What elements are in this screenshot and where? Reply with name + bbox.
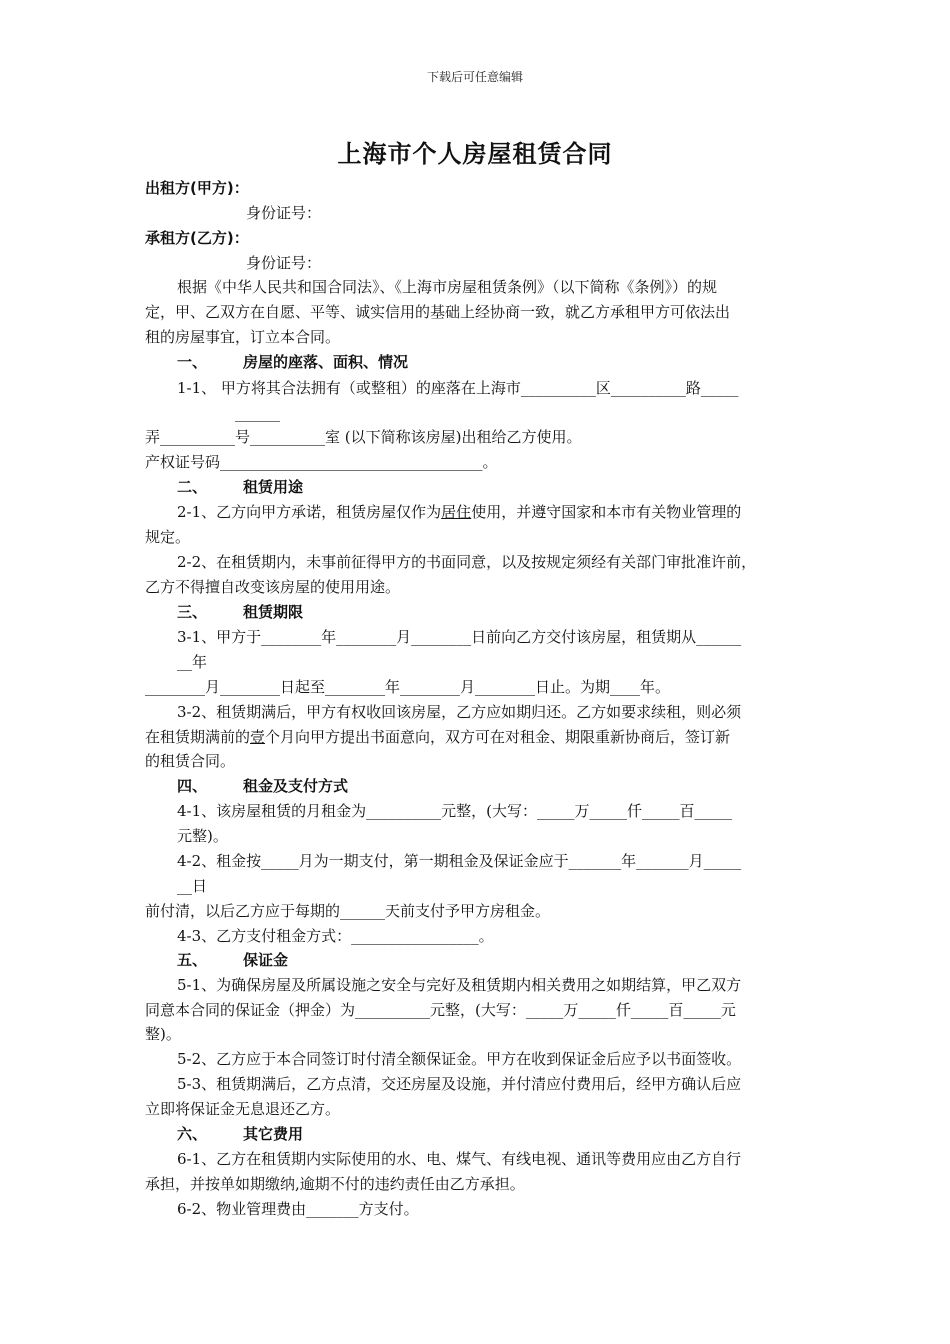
section-number: 二、 [177,478,208,496]
clause-5-3: 5-3、租赁期满后，乙方点清，交还房屋及设施，并付清应付费用后，经甲方确认后应 [177,1075,742,1093]
clause-4-3: 4-3、乙方支付租金方式：_________________。 [177,927,494,945]
intro-line-3: 租的房屋事宜，订立本合同。 [145,328,341,346]
section-title: 保证金 [243,951,289,969]
underlined-term: 居住 [441,503,472,521]
clause-5-1: 5-1、为确保房屋及所属设施之安全与完好及租赁期内相关费用之如期结算，甲乙双方 [177,976,742,994]
section-number: 五、 [177,951,208,969]
clause-3-2-cont [145,727,815,747]
clause-5-2: 5-2、乙方应于本合同签订时付清全额保证金。甲方在收到保证金后应予以书面签收。 [177,1050,742,1068]
clause-2-1 [177,502,847,522]
section-number: 一、 [177,353,208,371]
property-cert-number: 产权证号码___________________________________。 [145,453,498,471]
section-title: 其它费用 [243,1125,304,1143]
clause-4-1-cont: 元整)。 [177,827,228,845]
clause-4-2-cont: __日 [177,877,208,895]
clause-5-3-cont: 立即将保证金无息退还乙方。 [145,1100,341,1118]
section-number: 六、 [177,1125,208,1143]
clause-6-1-cont: 承担，并按单如期缴纳,逾期不付的违约责任由乙方承担。 [145,1175,525,1193]
section-number: 四、 [177,777,208,795]
clause-3-2: 3-2、租赁期满后，甲方有权收回该房屋，乙方应如期归还。乙方如要求续租，则必须 [177,703,742,721]
section-title: 租金及支付方式 [243,777,349,795]
clause-text: 使用，并遵守国家和本市有关物业管理的 [471,503,742,521]
clause-text: 个月向甲方提出书面意向，双方可在对租金、期限重新协商后，签订新 [265,728,731,746]
underlined-term: 壹 [250,728,266,746]
party-b-id: 身份证号： [246,254,322,272]
clause-2-2: 2-2、在租赁期内，未事前征得甲方的书面同意，以及按规定须经有关部门审批准许前， [177,553,757,571]
clause-4-2: 4-2、租金按_____月为一期支付，第一期租金及保证金应于_______年_______月_____ [177,852,742,870]
clause-1-1: 1-1、 甲方将其合法拥有（或整租）的座落在上海市__________区__________路_____ [177,379,739,397]
clause-text: 在租赁期满前的 [145,728,251,746]
clause-2-1-cont: 规定。 [145,528,191,546]
clause-3-1-line-2: ________月________日起至________年________月________日止。为期____年。 [145,678,671,696]
clause-4-1: 4-1、该房屋租赁的月租金为__________元整，(大写：_____万_____仟_____百_____ [177,802,733,820]
clause-1-1-cont: ______ [235,404,280,422]
document-title: 上海市个人房屋租赁合同 [337,140,613,168]
section-title: 租赁期限 [243,603,304,621]
section-title: 房屋的座落、面积、情况 [243,353,409,371]
clause-3-2-line-3: 的租赁合同。 [145,752,236,770]
section-6-heading [177,1124,847,1144]
section-number: 三、 [177,603,208,621]
section-3-heading [177,602,847,622]
header-note: 下载后可任意编辑 [426,70,523,84]
clause-3-1: 3-1、甲方于________年________月________日前向乙方交付该房屋，租赁期从______ [177,628,742,646]
clause-6-1: 6-1、乙方在租赁期内实际使用的水、电、煤气、有线电视、通讯等费用应由乙方自行 [177,1150,742,1168]
intro-line-1: 根据《中华人民共和国合同法》、《上海市房屋租赁条例》（以下简称《条例》）的规 [177,278,718,296]
section-5-heading [177,950,847,970]
section-2-heading [177,477,847,497]
clause-3-1-cont: __年 [177,653,208,671]
clause-1-1-line-2: 弄__________号__________室 (以下简称该房屋)出租给乙方使用。 [145,428,582,446]
clause-2-2-cont: 乙方不得擅自改变该房屋的使用用途。 [145,578,401,596]
clause-text: 2-1、乙方向甲方承诺，租赁房屋仅作为 [177,503,442,521]
section-title: 租赁用途 [243,478,304,496]
section-1-heading [177,352,847,372]
intro-line-2: 定，甲、乙双方在自愿、平等、诚实信用的基础上经协商一致，就乙方承租甲方可依法出 [145,303,731,321]
party-b-label: 承租方(乙方)： [145,229,249,247]
section-4-heading [177,776,847,796]
clause-5-1-cont: 同意本合同的保证金（押金）为__________元整，(大写：_____万_____仟_____百_____元 [145,1001,736,1019]
clause-4-2-line-3: 前付清，以后乙方应于每期的______天前支付予甲方房租金。 [145,902,551,920]
party-a-label: 出租方(甲方)： [145,179,249,197]
party-a-id: 身份证号： [246,204,322,222]
clause-6-2: 6-2、物业管理费由_______方支付。 [177,1200,419,1218]
clause-5-1-line-3: 整)。 [145,1025,181,1043]
